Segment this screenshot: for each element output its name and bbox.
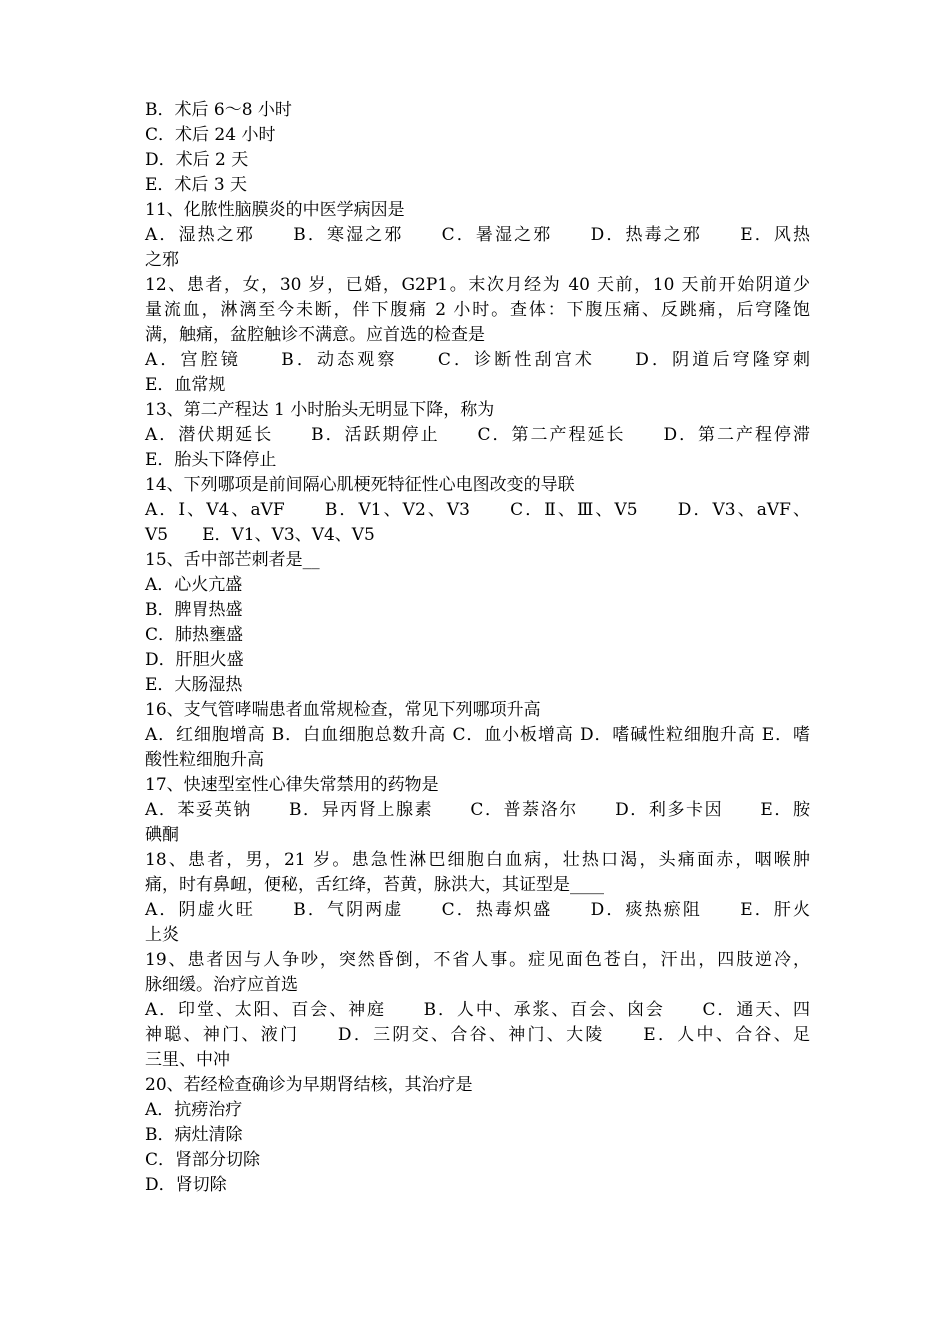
question-11-options: A．湿热之邪 B．寒湿之邪 C．暑湿之邪 D．热毒之邪 E．风热 (145, 225, 810, 245)
question-17-options-cont: 碘酮 (145, 825, 179, 845)
question-17-options: A．苯妥英钠 B．异丙肾上腺素 C．普萘洛尔 D．利多卡因 E．胺 (145, 800, 810, 820)
question-15-stem: 15、舌中部芒刺者是__ (145, 550, 320, 570)
question-16-options: A．红细胞增高 B．白血细胞总数升高 C．血小板增高 D．嗜碱性粒细胞升高 E．嗜 (145, 725, 810, 745)
question-20-option-c: C．肾部分切除 (145, 1150, 261, 1170)
question-14-stem: 14、下列哪项是前间隔心肌梗死特征性心电图改变的导联 (145, 475, 575, 495)
question-15-option-c: C．肺热壅盛 (145, 625, 244, 645)
question-13-options: A．潜伏期延长 B．活跃期停止 C．第二产程延长 D．第二产程停滞 (145, 425, 810, 445)
text-line: E．术后 3 天 (145, 175, 248, 195)
question-15-option-b: B．脾胃热盛 (145, 600, 243, 620)
question-19-options-cont: 三里、中冲 (145, 1050, 230, 1070)
question-19-options-cont: 神聪、神门、液门 D．三阴交、合谷、神门、大陵 E．人中、合谷、足 (145, 1025, 810, 1045)
question-20-option-a: A．抗痨治疗 (145, 1100, 243, 1120)
question-14-options: A．Ⅰ、V4、aVF B．V1、V2、V3 C．Ⅱ、Ⅲ、V5 D．V3、aVF、 (145, 500, 810, 520)
question-16-stem: 16、支气管哮喘患者血常规检查，常见下列哪项升高 (145, 700, 541, 720)
question-18-options-cont: 上炎 (145, 925, 179, 945)
question-19-stem-cont: 脉细缓。治疗应首选 (145, 975, 298, 995)
question-13-options-cont: E．胎头下降停止 (145, 450, 277, 470)
question-18-stem: 18、患者，男，21 岁。患急性淋巴细胞白血病，壮热口渴，头痛面赤，咽喉肿 (145, 850, 810, 870)
question-13-stem: 13、第二产程达 1 小时胎头无明显下降，称为 (145, 400, 495, 420)
question-19-stem: 19、患者因与人争吵，突然昏倒，不省人事。症见面色苍白，汗出，四肢逆冷， (145, 950, 810, 970)
text-line: C．术后 24 小时 (145, 125, 276, 145)
question-12-stem-cont: 量流血，淋漓至今未断，伴下腹痛 2 小时。查体：下腹压痛、反跳痛，后穹隆饱 (145, 300, 810, 320)
question-12-stem: 12、患者，女，30 岁，已婚，G2P1。末次月经为 40 天前，10 天前开始阴道少 (145, 275, 810, 295)
question-11-stem: 11、化脓性脑膜炎的中医学病因是 (145, 200, 405, 220)
question-17-stem: 17、快速型室性心律失常禁用的药物是 (145, 775, 439, 795)
question-12-options-cont: E．血常规 (145, 375, 226, 395)
question-12-options: A．宫腔镜 B．动态观察 C．诊断性刮宫术 D．阴道后穹隆穿刺 (145, 350, 810, 370)
question-20-option-b: B．病灶清除 (145, 1125, 243, 1145)
question-15-option-d: D．肝胆火盛 (145, 650, 244, 670)
question-18-options: A．阴虚火旺 B．气阴两虚 C．热毒炽盛 D．痰热瘀阻 E．肝火 (145, 900, 810, 920)
question-15-option-a: A．心火亢盛 (145, 575, 243, 595)
question-18-stem-cont: 痛，时有鼻衄，便秘，舌红绛，苔黄，脉洪大，其证型是____ (145, 875, 604, 895)
question-19-options: A．印堂、太阳、百会、神庭 B．人中、承浆、百会、囟会 C．通天、四 (145, 1000, 810, 1020)
text-line: D．术后 2 天 (145, 150, 249, 170)
question-14-options-cont: V5 E．V1、V3、V4、V5 (145, 525, 375, 545)
question-16-options-cont: 酸性粒细胞升高 (145, 750, 264, 770)
question-15-option-e: E．大肠湿热 (145, 675, 243, 695)
question-20-stem: 20、若经检查确诊为早期肾结核，其治疗是 (145, 1075, 473, 1095)
question-20-option-d: D．肾切除 (145, 1175, 227, 1195)
question-12-stem-cont: 满，触痛，盆腔触诊不满意。应首选的检查是 (145, 325, 485, 345)
text-line: B．术后 6～8 小时 (145, 100, 292, 120)
question-11-options-cont: 之邪 (145, 250, 179, 270)
document-body (145, 98, 810, 1198)
